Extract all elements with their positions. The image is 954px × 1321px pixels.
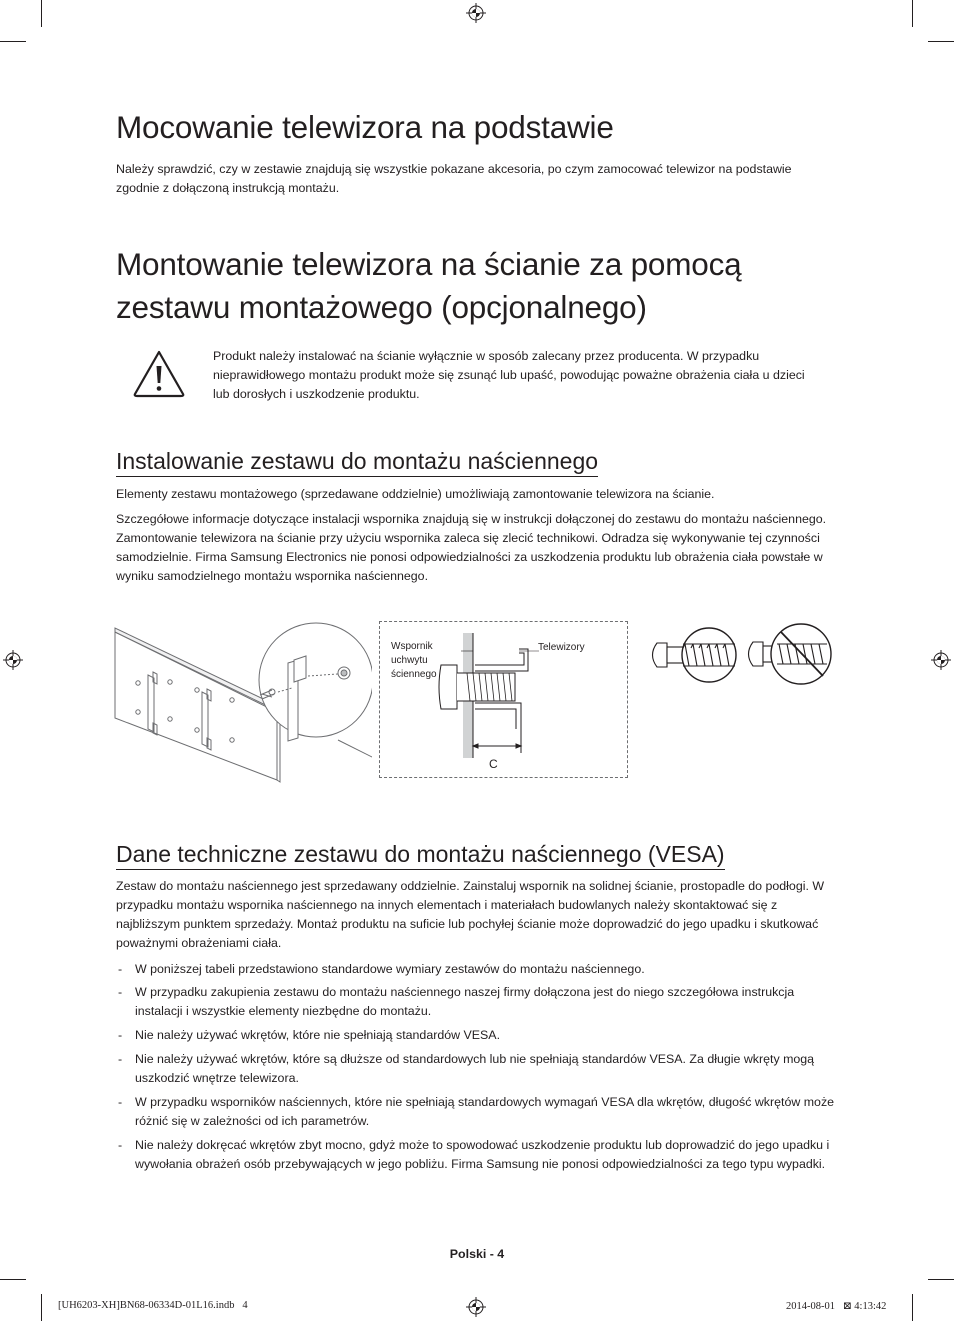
install-kit-para2: Szczegółowe informacje dotyczące instalacji wspornika znajdują się w instrukcji dołączonej do zestawu do montażu naściennego. Zamontowanie telewizora na ścianie przy użyciu wspornika zaleca się zlecić technikowi. Odradza się wykonywanie tej czynności samodzielnie. Firma Samsung Electronics nie ponosi odpowiedzialności za uszkodzenia produktu lub obrażenia ciała powstałe w wyniku samodzielnego montażu wspornika naściennego. <box>116 512 827 583</box>
warning-text: Produkt należy instalować na ścianie wyłącznie w sposób zalecany przez producenta. W przypadku nieprawidłowego montażu produkt może się zsunąć lub upaść, powodując poważne obrażenia ciała u dzieci lub dorosłych i uszkodzenie produktu. <box>213 349 805 401</box>
footer-date-info: 2014-08-01 ⊠ 4:13:42 <box>786 1301 887 1312</box>
bullet-text: Nie należy używać wkrętów, które są dłuższe od standardowych lub nie spełniają standardów VESA. Za długie wkręty mogą uszkodzić wnętrze telewizora. <box>135 1052 815 1085</box>
registration-mark-icon <box>466 1297 486 1317</box>
bullet-text: W przypadku wsporników naściennych, które nie spełniają standardowych wymagań VESA dla wkrętów, długość wkrętów może różnić się w zależności od ich parametrów. <box>135 1095 835 1128</box>
screw-correct-icon <box>645 625 740 685</box>
bullet-dash: - <box>118 1138 123 1152</box>
bullet-text: W poniższej tabeli przedstawiono standardowe wymiary zestawów do montażu naściennego. <box>135 962 645 976</box>
crop-mark-bottom-left-h <box>0 1279 26 1280</box>
crop-mark-bottom-right-v <box>912 1294 913 1321</box>
vesa-bullet-3 <box>116 1026 838 1045</box>
bullet-dash: - <box>118 985 123 999</box>
crop-mark-top-right-h <box>928 41 954 42</box>
screw-wrong-icon <box>741 620 836 686</box>
install-kit-para1: Elementy zestawu montażowego (sprzedawane oddzielnie) umożliwiają zamontowanie telewizora na ścianie. <box>116 487 715 501</box>
vesa-bullet-2 <box>116 983 838 1021</box>
bullet-text: W przypadku zakupienia zestawu do montażu naściennego naszej firmy dołączona jest do niego szczegółowa instrukcja instalacji i wszystkie elementy niezbędne do montażu. <box>135 985 795 1018</box>
bullet-text: Nie należy dokręcać wkrętów zbyt mocno, gdyż może to spowodować uszkodzenie produktu lub doprowadzić do jego upadku i wywołania obrażeń osób przebywających w jego pobliżu. Firma Samsung nie ponosi odpowiedzialności za tego typu wypadki. <box>135 1138 830 1171</box>
registration-mark-icon <box>931 650 951 670</box>
section-title-stand: Mocowanie telewizora na podstawie <box>116 109 614 145</box>
bullet-dash: - <box>118 962 123 976</box>
vesa-bullet-6 <box>116 1136 838 1174</box>
subsection-title-vesa: Dane techniczne zestawu do montażu naściennego (VESA) <box>116 840 725 870</box>
warning-triangle-icon <box>132 349 186 399</box>
subsection-title-install-kit: Instalowanie zestawu do montażu naściennego <box>116 447 598 477</box>
vesa-para: Zestaw do montażu naściennego jest sprzedawany oddzielnie. Zainstaluj wspornik na solidnej ścianie, prostopadle do podłogi. W przypadku montażu wspornika naściennego na innych elementach i materiałach budowlanych należy skontaktować się z najbliższym punktem sprzedaży. Montaż produktu na suficie lub pochyłej ścianie może doprowadzić do jego upadku i skutkować poważnymi obrażeniami ciała. <box>116 879 825 950</box>
label-dimension-c: C <box>489 757 498 771</box>
page-number: Polski - 4 <box>449 1247 505 1261</box>
crop-mark-top-left-h <box>0 41 26 42</box>
label-bracket-line3: ściennego <box>391 669 437 680</box>
bullet-dash: - <box>118 1052 123 1066</box>
crop-mark-bottom-left-v <box>41 1294 42 1321</box>
vesa-bullet-1 <box>116 960 838 979</box>
crop-mark-top-left-v <box>41 0 42 27</box>
registration-mark-icon <box>3 650 23 670</box>
bullet-dash: - <box>118 1028 123 1042</box>
footer-file-info: [UH6203-XH]BN68-06334D-01L16.indb 4 <box>58 1300 248 1311</box>
crop-mark-bottom-right-h <box>928 1279 954 1280</box>
tv-back-bracket-illustration <box>112 620 372 785</box>
vesa-bullet-5 <box>116 1093 838 1131</box>
registration-mark-icon <box>466 3 486 23</box>
bullet-dash: - <box>118 1095 123 1109</box>
section-title-wall-mount-line1: Montowanie telewizora na ścianie za pomocą <box>116 246 742 282</box>
label-bracket-line1: Wspornik <box>391 641 433 652</box>
vesa-bullet-4 <box>116 1050 838 1088</box>
crop-mark-top-right-v <box>912 0 913 27</box>
label-bracket-line2: uchwytu <box>391 655 428 666</box>
label-tv: Telewizory <box>538 642 585 653</box>
section-text-stand: Należy sprawdzić, czy w zestawie znajdują się wszystkie pokazane akcesoria, po czym zamocować telewizor na podstawie zgodnie z dołączoną instrukcją montażu. <box>116 162 792 195</box>
bullet-text: Nie należy używać wkrętów, które nie spełniają standardów VESA. <box>135 1028 501 1042</box>
section-title-wall-mount-line2: zestawu montażowego (opcjonalnego) <box>116 289 647 325</box>
